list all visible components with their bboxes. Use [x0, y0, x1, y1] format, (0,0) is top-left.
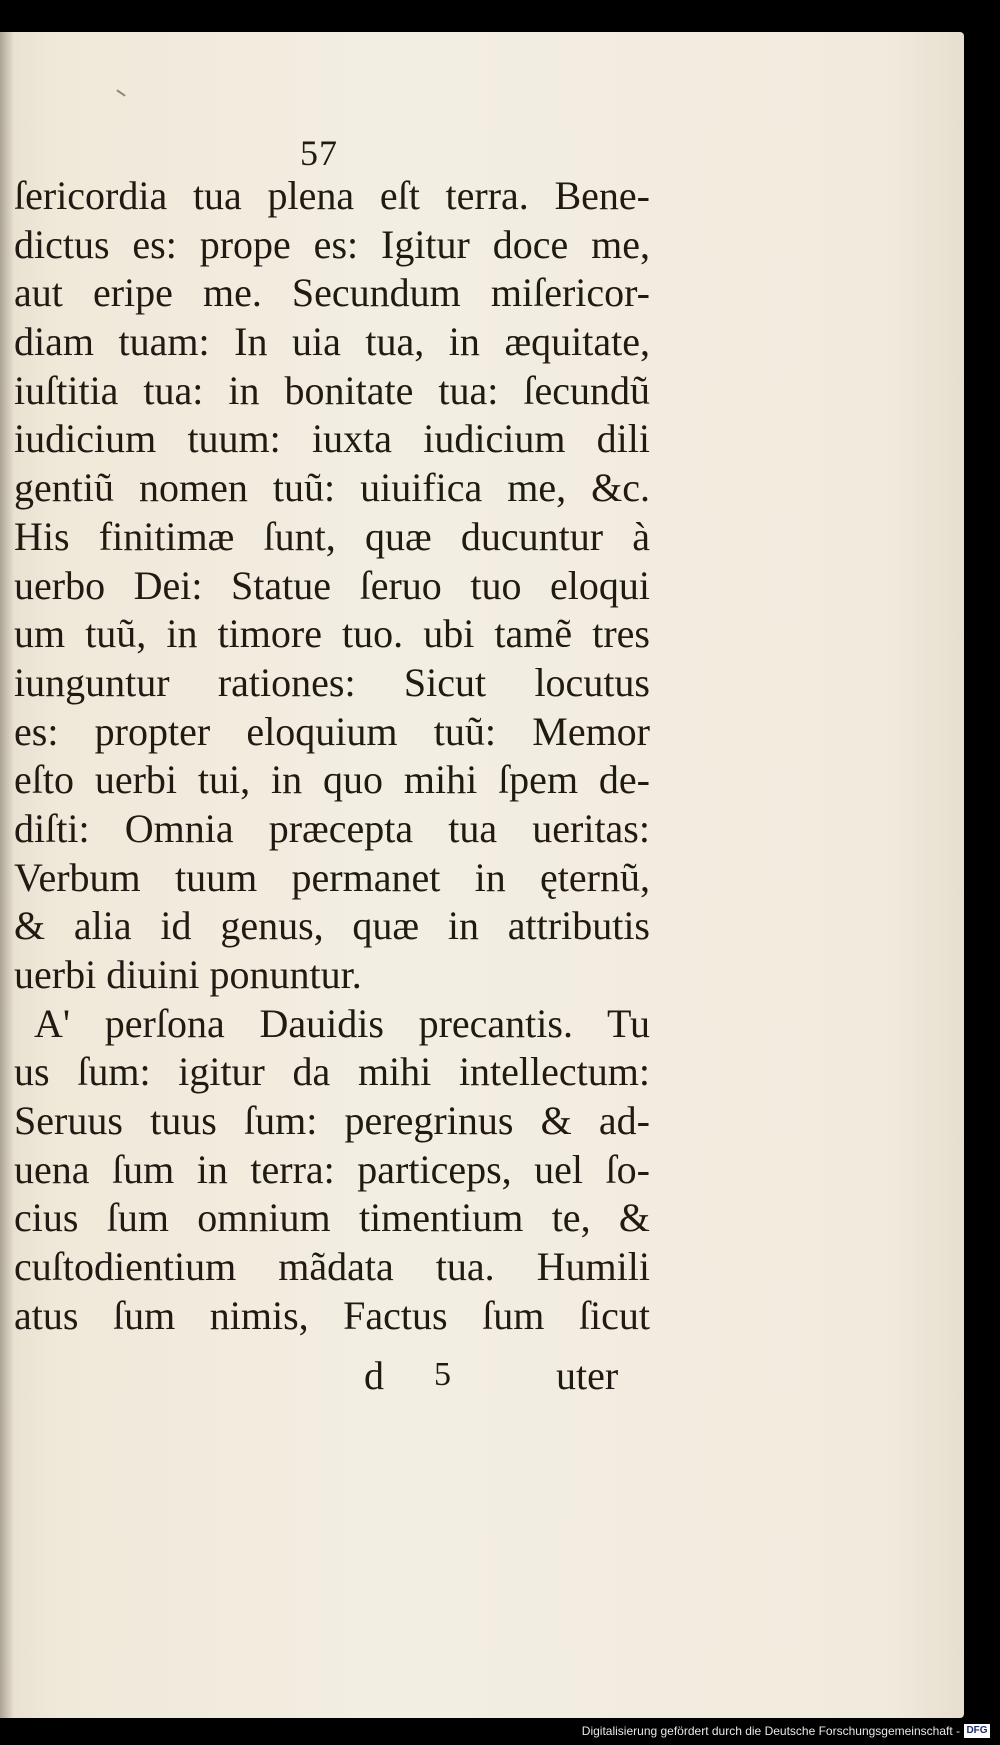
text-line: His finitimæ ſunt, quæ ducuntur à [14, 513, 650, 559]
dfg-logo: DFG [964, 1724, 990, 1738]
text-line: cuſtodientium mãdata tua. Humili [14, 1244, 650, 1290]
text-line: uerbi diuini ponuntur. [14, 952, 362, 997]
book-page [0, 32, 964, 1718]
text-line: uena ſum in terra: particeps, uel ſo- [14, 1146, 650, 1192]
text-line: cius ſum omnium timentium te, & [14, 1195, 650, 1241]
text-line: gentiũ nomen tuũ: uiuifica me, &c. [14, 465, 650, 511]
text-line: dictus es: prope es: Igitur doce me, [14, 221, 650, 267]
signature-number: 5 [434, 1356, 451, 1393]
text-line: diſti: Omnia præcepta tua ueritas: [14, 805, 650, 851]
body-text [14, 172, 650, 1341]
text-line: uerbo Dei: Statue ſeruo tuo eloqui [14, 562, 650, 608]
text-line: iuſtitia tua: in bonitate tua: ſecundũ [14, 367, 650, 413]
signature-mark: d [364, 1353, 384, 1398]
text-line: us ſum: igitur da mihi intellectum: [14, 1049, 650, 1095]
text-line: ſericordia tua plena eſt terra. Bene- [14, 173, 650, 218]
digitization-footer [0, 1718, 1000, 1745]
text-line: eſto uerbi tui, in quo mihi ſpem de- [14, 757, 650, 803]
text-line: & alia id genus, quæ in attributis [14, 903, 650, 949]
text-line: A' perſona Dauidis precantis. Tu [34, 1000, 650, 1046]
page-foot [0, 1352, 964, 1402]
ink-speck [116, 89, 125, 96]
text-line: iudicium tuum: iuxta iudicium dili [14, 416, 650, 462]
catchword: uter [556, 1353, 619, 1398]
text-line: atus ſum nimis, Factus ſum ſicut [14, 1292, 650, 1338]
text-line: iunguntur rationes: Sicut locutus [14, 659, 650, 705]
text-line: Verbum tuum permanet in ęternũ, [14, 854, 650, 900]
gutter-shadow [0, 32, 14, 1718]
text-line: um tuũ, in timore tuo. ubi tamẽ tres [14, 611, 650, 657]
page-number: 57 [300, 133, 338, 173]
text-line: Seruus tuus ſum: peregrinus & ad- [14, 1098, 650, 1144]
funding-credit: Digitalisierung gefördert durch die Deutsche Forschungsgemeinschaft - [581, 1724, 960, 1738]
text-line: es: propter eloquium tuũ: Memor [14, 708, 650, 754]
text-line: aut eripe me. Secundum miſericor- [14, 270, 650, 316]
text-line: diam tuam: In uia tua, in æquitate, [14, 319, 650, 365]
